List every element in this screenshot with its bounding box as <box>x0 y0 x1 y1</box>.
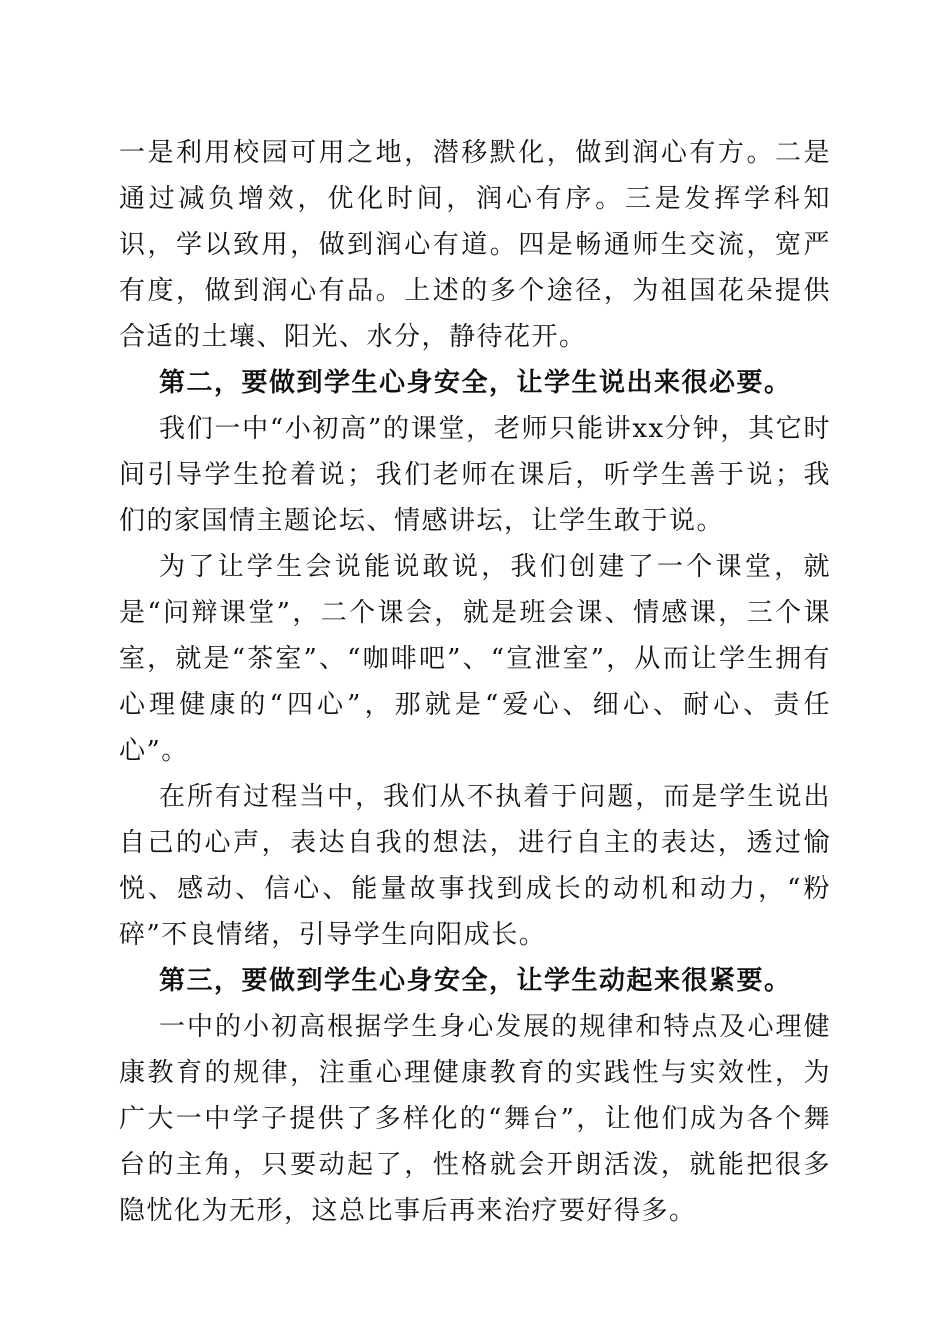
document-body <box>119 130 831 1234</box>
paragraph-stage: 一中的小初高根据学生身心发展的规律和特点及心理健康教育的规律，注重心理健康教育的实践性与实效性，为广大一中学子提供了多样化的“舞台”，让他们成为各个舞台的主角，只要动起了，性格就会开朗活泼，就能把很多隐忧化为无形，这总比事后再来治疗要好得多。 <box>119 1012 831 1226</box>
paragraph-classroom: 我们一中“小初高”的课堂，老师只能讲xx分钟，其它时间引导学生抢着说；我们老师在课后，听学生善于说；我们的家国情主题论坛、情感讲坛，让学生敢于说。 <box>119 414 831 536</box>
section-heading-two: 第二，要做到学生心身安全，让学生说出来很必要。 <box>159 368 792 398</box>
section-heading-three: 第三，要做到学生心身安全，让学生动起来很紧要。 <box>159 966 792 996</box>
paragraph-courses: 为了让学生会说能说敢说，我们创建了一个课堂，就是“问辩课堂”，二个课会，就是班会课、情感课，三个课室，就是“茶室”、“咖啡吧”、“宣泄室”，从而让学生拥有心理健康的“四心”，那就是“爱心、细心、耐心、责任心”。 <box>119 552 831 766</box>
paragraph-methods: 一是利用校园可用之地，潜移默化，做到润心有方。二是通过减负增效，优化时间，润心有序。三是发挥学科知识，学以致用，做到润心有道。四是畅通师生交流，宽严有度，做到润心有品。上述的多个途径，为祖国花朵提供合适的土壤、阳光、水分，静待花开。 <box>119 138 831 352</box>
paragraph-process: 在所有过程当中，我们从不执着于问题，而是学生说出自己的心声，表达自我的想法，进行自主的表达，透过愉悦、感动、信心、能量故事找到成长的动机和动力，“粉碎”不良情绪，引导学生向阳成长。 <box>119 782 831 950</box>
